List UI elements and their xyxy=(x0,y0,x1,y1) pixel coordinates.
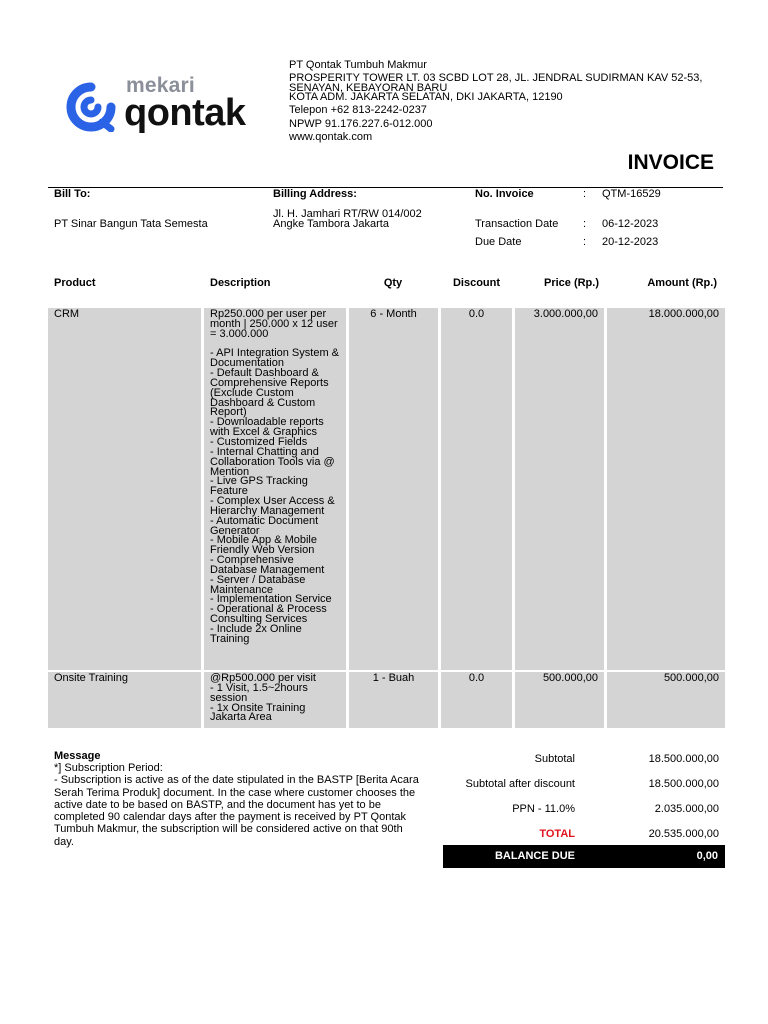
row-discount: 0.0 xyxy=(441,672,512,728)
due-date-value: 20-12-2023 xyxy=(602,236,659,248)
company-phone: Telepon +62 813-2242-0237 xyxy=(289,104,427,116)
balance-due-label: BALANCE DUE xyxy=(494,850,575,862)
company-city: KOTA ADM. JAKARTA SELATAN, DKI JAKARTA, 12190 xyxy=(289,90,563,103)
billing-address-line2: Angke Tambora Jakarta xyxy=(273,218,389,230)
transaction-date-label: Transaction Date xyxy=(475,218,559,230)
transaction-date-colon: : xyxy=(583,218,587,230)
qontak-logo-mark-icon xyxy=(66,82,116,132)
col-header-product: Product xyxy=(54,277,96,289)
balance-due-value: 0,00 xyxy=(696,850,718,862)
qontak-logo xyxy=(66,74,266,138)
total-value: 20.535.000,00 xyxy=(648,828,719,840)
company-name: PT Qontak Tumbuh Makmur xyxy=(289,59,427,71)
row-product: Onsite Training xyxy=(48,672,201,728)
company-website[interactable]: www.qontak.com xyxy=(289,131,373,143)
row-price: 3.000.000,00 xyxy=(515,308,604,670)
invoice-no-label: No. Invoice xyxy=(475,188,534,200)
transaction-date-value: 06-12-2023 xyxy=(602,218,659,230)
col-header-qty: Qty xyxy=(383,277,403,289)
subtotal-label: Subtotal xyxy=(534,753,575,765)
row-description: @Rp500.000 per visit - 1 Visit, 1.5~2hours session - 1x Onsite Training Jakarta Area xyxy=(204,672,346,728)
row-amount: 18.000.000,00 xyxy=(607,308,725,670)
bill-to-name: PT Sinar Bangun Tata Semesta xyxy=(54,218,208,230)
col-header-price: Price (Rp.) xyxy=(543,277,599,289)
bill-to-label: Bill To: xyxy=(54,188,91,200)
row-description: Rp250.000 per user per month | 250.000 x 12 user = 3.000.000 - API Integration System & Documentation - Default Dashboard & Comprehensive Reports (Exclude Custom Dashboard & Custom Report) - Downloadable reports with Excel & Graphics - Customized Fields - Internal Chatting and Collaboration Tools via @ Mention - Live GPS Tracking Feature - Complex User Access & Hierarchy Management - Automatic Document Generator - Mobile App & Mobile Friendly Web Version - Comprehensive Database Management - Server / Database Maintenance - Implementation Service - Operational & Process Consulting Services - Include 2x Online Training xyxy=(204,308,346,670)
row-amount: 500.000,00 xyxy=(607,672,725,728)
due-date-label: Due Date xyxy=(475,236,522,248)
ppn-value: 2.035.000,00 xyxy=(654,803,719,815)
subtotal-after-discount-value: 18.500.000,00 xyxy=(648,778,719,790)
row-discount: 0.0 xyxy=(441,308,512,670)
billing-address-label: Billing Address: xyxy=(273,188,357,200)
col-header-description: Description xyxy=(210,277,271,289)
message-body: *] Subscription Period: - Subscription is active as of the date stipulated in the BASTP [Berita Acara Serah Terima Produk] document. In the case where customer chooses the active date to be based on BASTP, and the document has yet to be completed 90 calendar days after the payment is received by PT Qontak Tumbuh Makmur, the subscription will be considered active on that 90th day. xyxy=(54,762,419,848)
invoice-title: INVOICE xyxy=(627,151,714,174)
invoice-no-colon: : xyxy=(583,188,587,200)
row-qty: 6 - Month xyxy=(349,308,438,670)
balance-due-box xyxy=(443,845,725,868)
company-address: PROSPERITY TOWER LT. 03 SCBD LOT 28, JL. JENDRAL SUDIRMAN KAV 52-53, SENAYAN, KEBAYORAN BARU xyxy=(289,71,703,94)
brand-sub-name: mekari xyxy=(126,74,195,97)
col-header-discount: Discount xyxy=(452,277,501,289)
brand-name: qontak xyxy=(124,92,246,134)
subtotal-value: 18.500.000,00 xyxy=(648,753,719,765)
invoice-no-value: QTM-16529 xyxy=(602,188,661,200)
col-header-amount: Amount (Rp.) xyxy=(647,277,717,289)
total-label: TOTAL xyxy=(539,828,575,840)
row-product: CRM xyxy=(48,308,201,670)
ppn-label: PPN - 11.0% xyxy=(512,803,575,815)
row-qty: 1 - Buah xyxy=(349,672,438,728)
subtotal-after-discount-label: Subtotal after discount xyxy=(465,778,575,790)
message-title: Message xyxy=(54,750,101,762)
due-date-colon: : xyxy=(583,236,587,248)
row-price: 500.000,00 xyxy=(515,672,604,728)
billing-address-line1: Jl. H. Jamhari RT/RW 014/002 xyxy=(273,208,422,220)
company-npwp: NPWP 91.176.227.6-012.000 xyxy=(289,117,433,130)
company-info xyxy=(289,59,729,145)
